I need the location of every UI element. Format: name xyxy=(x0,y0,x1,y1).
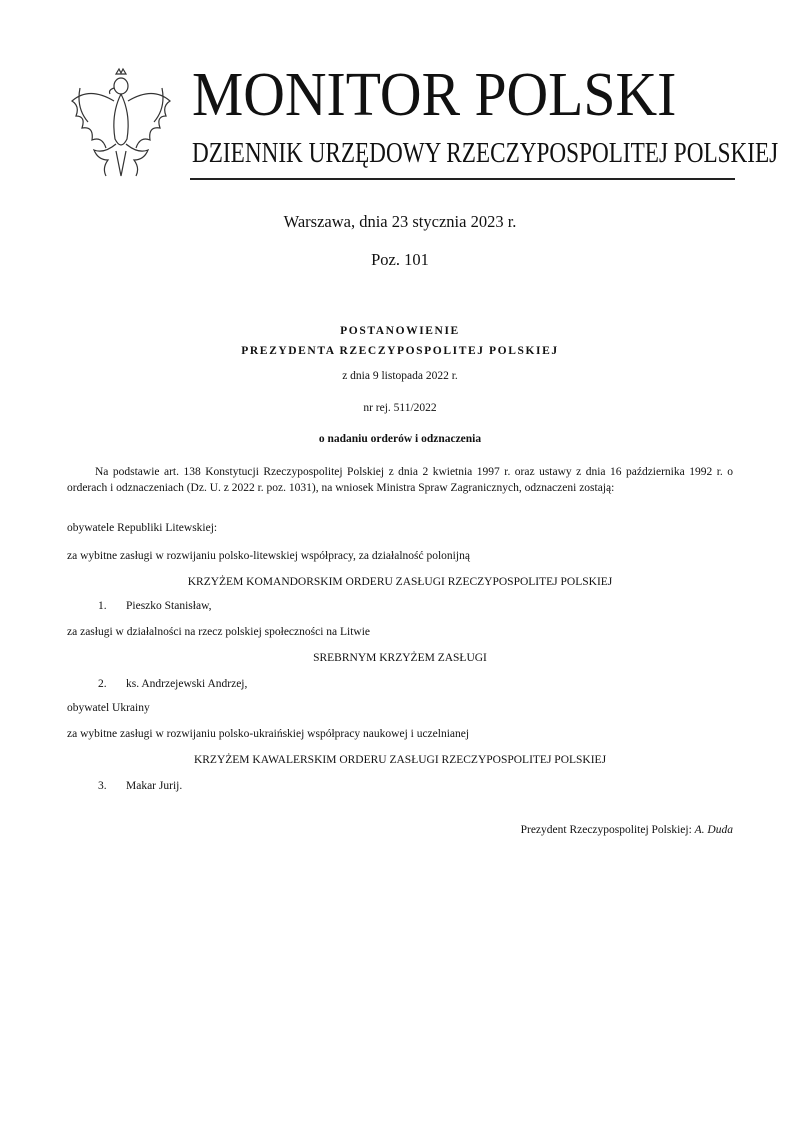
recipient-1: Pieszko Stanisław, xyxy=(126,600,212,612)
act-date: z dnia 9 listopada 2022 r. xyxy=(342,370,458,382)
reason-1: za wybitne zasługi w rozwijaniu polsko-litewskiej współpracy, za działalność polonijną xyxy=(67,550,470,562)
award-2: SREBRNYM KRZYŻEM ZASŁUGI xyxy=(313,652,487,664)
signature-label: Prezydent Rzeczypospolitej Polskiej: xyxy=(520,824,692,836)
publication-subtitle: DZIENNIK URZĘDOWY RZECZYPOSPOLITEJ POLSKIEJ xyxy=(192,137,779,169)
signature xyxy=(521,823,733,837)
act-subject: o nadaniu orderów i odznaczenia xyxy=(318,433,482,445)
position-number: Poz. 101 xyxy=(371,250,429,269)
group-ukraine: obywatel Ukrainy xyxy=(67,702,150,714)
recipient-3: Makar Jurij. xyxy=(126,780,183,792)
award-1: KRZYŻEM KOMANDORSKIM ORDERU ZASŁUGI RZECZYPOSPOLITEJ POLSKIEJ xyxy=(187,576,613,588)
date-line: Warszawa, dnia 23 stycznia 2023 r. xyxy=(283,212,517,231)
reason-2: za zasługi w działalności na rzecz polskiej społeczności na Litwie xyxy=(67,626,371,638)
item-number-1: 1. xyxy=(98,600,107,612)
signature-name: A. Duda xyxy=(694,824,733,836)
reason-3: za wybitne zasługi w rozwijaniu polsko-ukraińskiej współpracy naukowej i uczelnianej xyxy=(67,728,470,740)
recipient-2: ks. Andrzejewski Andrzej, xyxy=(126,678,248,690)
award-3: KRZYŻEM KAWALERSKIM ORDERU ZASŁUGI RZECZYPOSPOLITEJ POLSKIEJ xyxy=(193,754,607,766)
polish-eagle-emblem xyxy=(66,66,176,186)
act-registry: nr rej. 511/2022 xyxy=(363,402,437,414)
intro-paragraph: Na podstawie art. 138 Konstytucji Rzeczypospolitej Polskiej z dnia 2 kwietnia 1997 r. oraz ustawy z dnia 16 października 1992 r. o orderach i odznaczeniach (Dz. U. z 2022 r. poz. 1031), na wniosek Ministra Spraw Zagranicznych, odznaczeni zostają: xyxy=(67,466,733,494)
header-divider xyxy=(190,178,735,180)
item-number-3: 3. xyxy=(98,780,107,792)
item-number-2: 2. xyxy=(98,678,107,690)
act-issuer: PREZYDENTA RZECZYPOSPOLITEJ POLSKIEJ xyxy=(241,345,559,357)
group-lithuania: obywatele Republiki Litewskiej: xyxy=(67,522,218,534)
publication-title: MONITOR POLSKI xyxy=(192,61,677,129)
act-type: POSTANOWIENIE xyxy=(340,325,460,337)
